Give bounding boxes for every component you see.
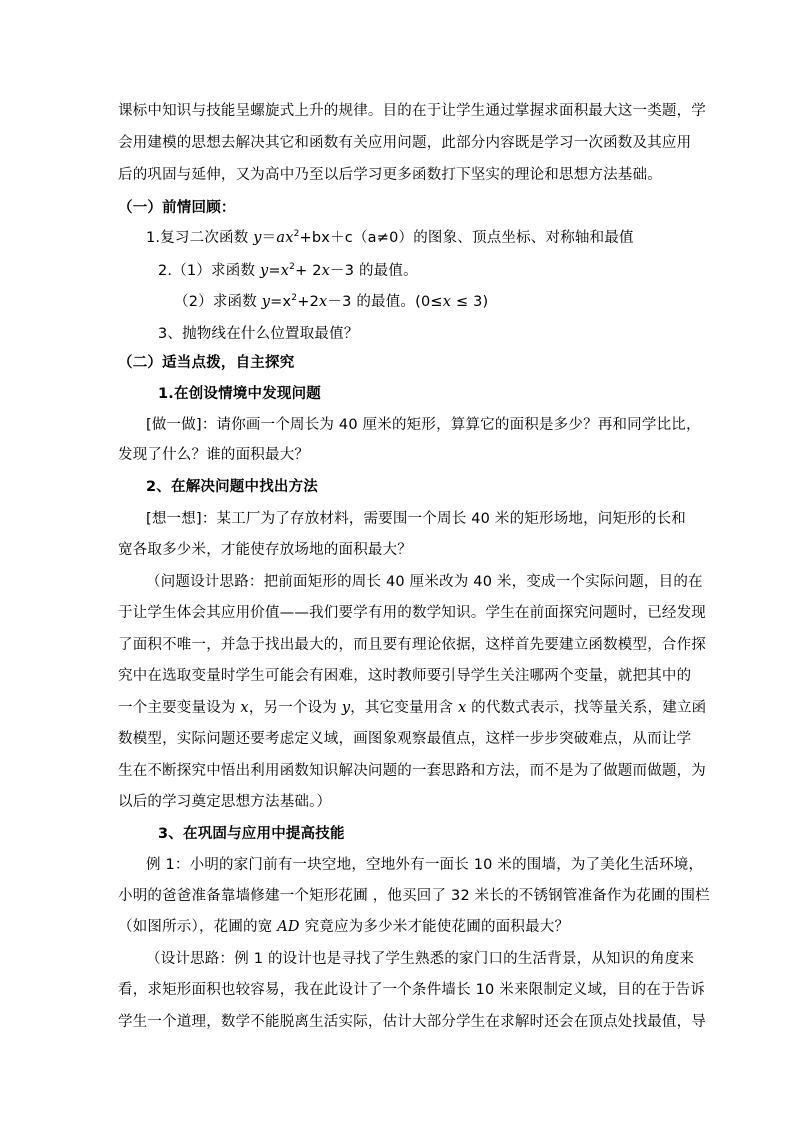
intro-paragraph-line-1: 课标中知识与技能呈螺旋式上升的规律。目的在于让学生通过掌握求面积最大这一类题，学: [118, 103, 706, 119]
subheading-discover: 1.在创设情境中发现问题: [158, 386, 321, 402]
example-design-line-3: 学生一个道理，数学不能脱离生活实际，估计大部分学生在求解时还会在顶点处找最值，导: [118, 1014, 706, 1030]
design-note-line-2: 于让学生体会其应用价值——我们要学有用的数学知识。学生在前面探究问题时，已经发现: [118, 605, 706, 621]
review-item-2-1: 2.（1）求函数 $y=x^2+ 2x-3$ 的最值。: [158, 262, 418, 279]
review-item-3: 3、抛物线在什么位置取最值？: [158, 326, 359, 342]
design-note-line-7: 生在不断探究中悟出利用函数知识解决问题的一套思路和方法，而不是为了做题而做题，为: [118, 763, 706, 779]
subheading-apply: 3、在巩固与应用中提高技能: [158, 826, 345, 842]
subheading-method: 2、在解决问题中找出方法: [146, 479, 318, 495]
section-heading-explore: （二）适当点拨，自主探究: [118, 355, 295, 371]
example-1-line-1: 例 1：小明的家门前有一块空地，空地外有一面长 10 米的围墙，为了美化生活环境，: [146, 857, 704, 873]
activity-think-line-2: 宽各取多少米，才能使存放场地的面积最大？: [118, 542, 412, 558]
design-note-line-1: （问题设计思路：把前面矩形的周长 40 厘米改为 40 米，变成一个实际问题，目的在: [146, 574, 703, 590]
design-note-line-3: 了面积不唯一，并急于找出最大的，而且要有理论依据，这样首先要建立函数模型，合作探: [118, 637, 706, 653]
example-1-line-3: （如图所示），花圃的宽 AD 究竟应为多少米才能使花圃的面积最大？: [118, 919, 570, 935]
activity-do-line-1: [做一做]：请你画一个周长为 40 厘米的矩形，算算它的面积是多少？再和同学比比，: [146, 417, 701, 433]
review-item-1: 1.复习二次函数 $y=ax^2+bx+c(a\ne 0)$的图象、顶点坐标、对称轴和最值: [146, 229, 634, 246]
example-1-line-2: 小明的爸爸准备靠墙修建一个矩形花圃 ，他买回了 32 米长的不锈钢管准备作为花圃的围栏: [118, 888, 710, 904]
example-design-line-2: 看，求矩形面积也较容易，我在此设计了一个条件墙长 10 米来限制定义域，目的在于告诉: [118, 982, 706, 998]
intro-paragraph-line-3: 后的巩固与延伸，又为高中乃至以后学习更多函数打下坚实的理论和思想方法基础。: [118, 167, 662, 183]
review-item-2-2: （2）求函数 $y=x^2+2x-3$ 的最值。(0≤x ≤ 3): [174, 293, 489, 310]
design-note-line-4: 究中在选取变量时学生可能会有困难，这时教师要引导学生关注哪两个变量，就把其中的: [118, 668, 692, 684]
activity-think-line-1: [想一想]：某工厂为了存放材料，需要围一个周长 40 米的矩形场地，问矩形的长和: [146, 511, 686, 527]
design-note-line-5: 一个主要变量设为 x，另一个设为 y，其它变量用含 x 的代数式表示，找等量关系，建立函: [118, 700, 707, 716]
example-design-line-1: （设计思路：例 1 的设计也是寻找了学生熟悉的家门口的生活背景，从知识的角度来: [146, 951, 695, 967]
activity-do-line-2: 发现了什么？谁的面积最大？: [118, 447, 310, 463]
design-note-line-6: 数模型，实际问题还要考虑定义域，画图象观察最值点，这样一步步突破难点，从而让学: [118, 731, 692, 747]
design-note-line-8: 以后的学习奠定思想方法基础。）: [118, 794, 332, 810]
section-heading-review: （一）前情回顾：: [118, 200, 236, 216]
intro-paragraph-line-2: 会用建模的思想去解决其它和函数有关应用问题，此部分内容既是学习一次函数及其应用: [118, 135, 692, 151]
